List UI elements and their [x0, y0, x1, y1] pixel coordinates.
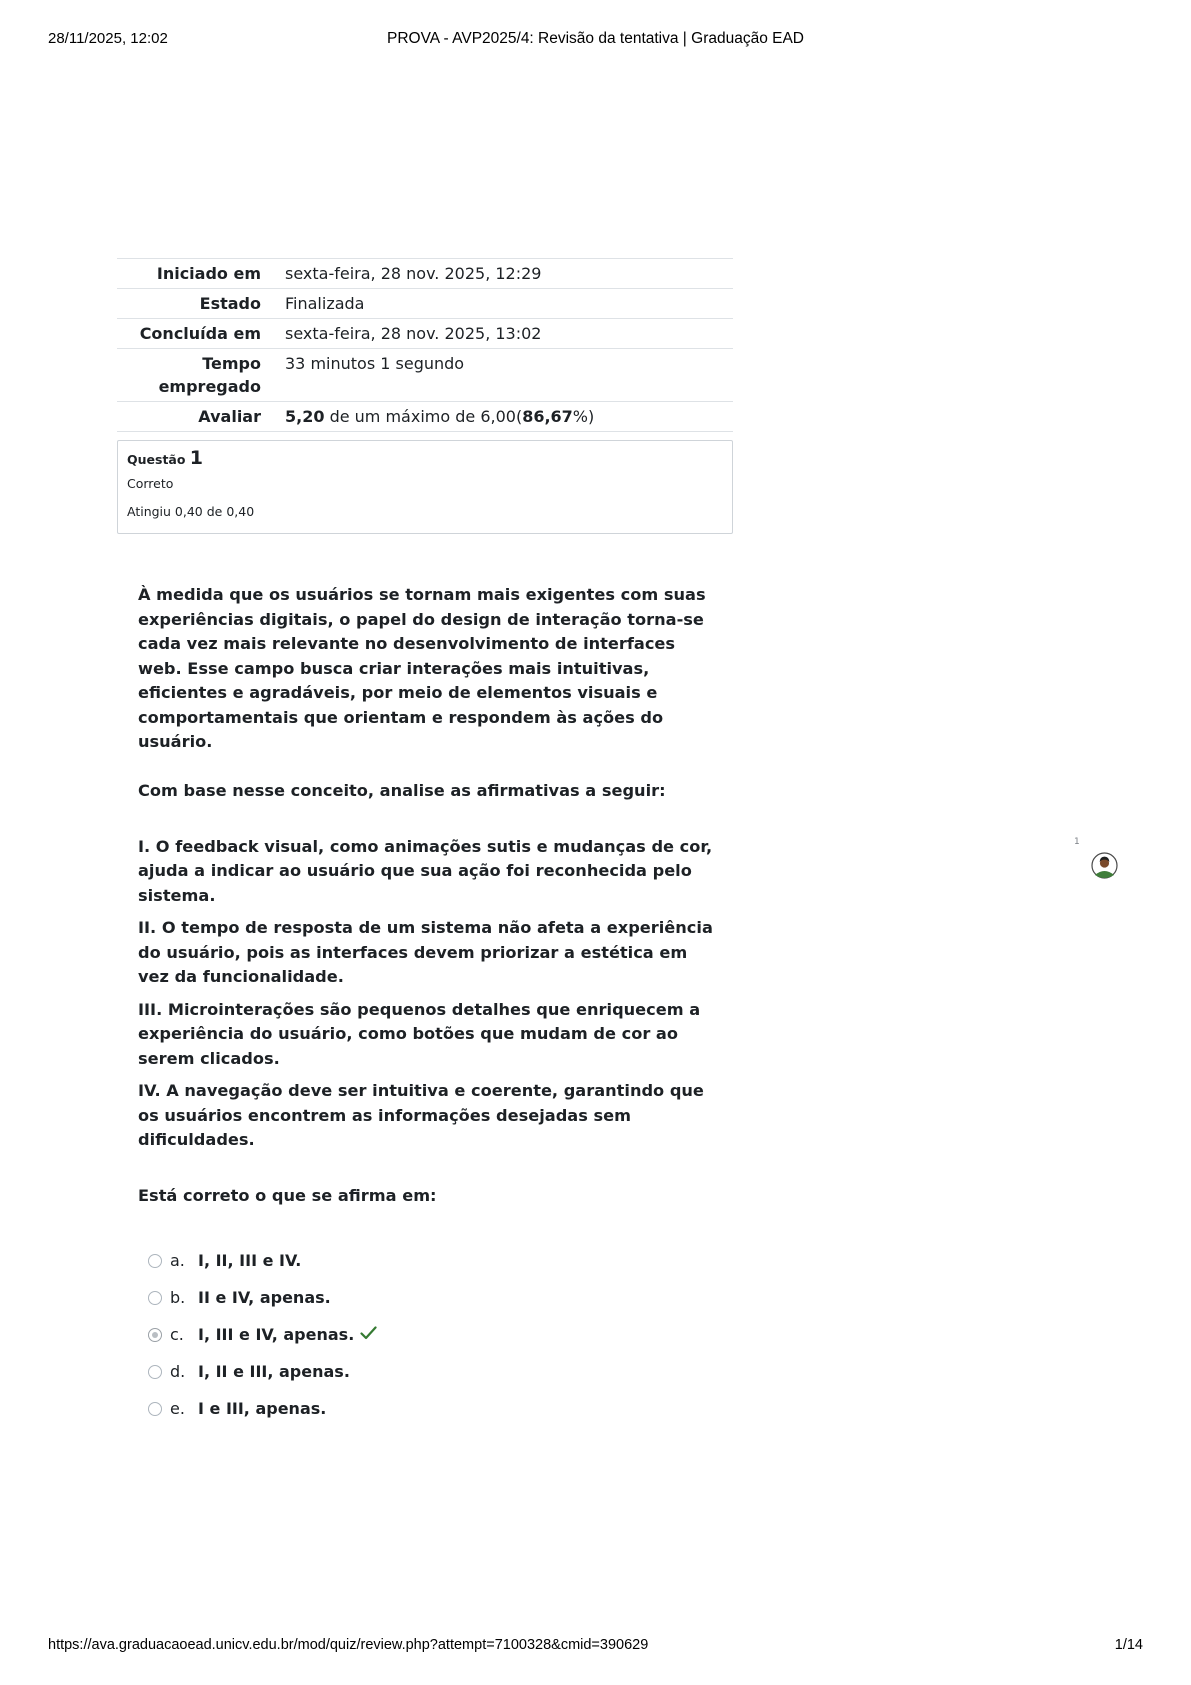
question-state: Correto — [127, 476, 174, 491]
answer-option-d[interactable] — [148, 1353, 377, 1390]
answer-option-e[interactable] — [148, 1390, 377, 1427]
statement-1: I. O feedback visual, como animações sutis e mudanças de cor, ajuda a indicar ao usuário que sua ação foi reconhecida pelo sistema. — [138, 836, 713, 905]
answer-text: I, III e IV, apenas. — [198, 1325, 355, 1344]
question-number — [127, 447, 723, 471]
grade-value — [277, 402, 733, 432]
answer-text: I, II, III e IV. — [198, 1251, 302, 1270]
radio-c-selected[interactable] — [148, 1328, 162, 1342]
check-icon — [360, 1325, 377, 1344]
answer-letter: d. — [170, 1362, 186, 1381]
user-avatar-icon[interactable] — [1091, 852, 1118, 879]
grade-score: 5,20 — [285, 407, 325, 426]
answer-letter: e. — [170, 1399, 185, 1418]
radio-a[interactable] — [148, 1254, 162, 1268]
completed-label: Concluída em — [139, 324, 261, 343]
question-grade: Atingiu 0,40 de 0,40 — [127, 504, 255, 519]
statement-4: IV. A navegação deve ser intuitiva e coerente, garantindo que os usuários encontrem as informações desejadas sem dificuldades. — [138, 1081, 704, 1149]
answer-text: I, II e III, apenas. — [198, 1362, 350, 1381]
summary-row-grade — [117, 402, 733, 432]
time-label-line1: Tempo — [202, 354, 261, 373]
print-header-title: PROVA - AVP2025/4: Revisão da tentativa | Graduação EAD — [386, 30, 805, 47]
radio-b[interactable] — [148, 1291, 162, 1305]
time-label — [117, 349, 277, 402]
grade-mid: de um máximo de 6,00( — [324, 407, 523, 426]
statement-3: III. Microinterações são pequenos detalhes que enriquecem a experiência do usuário, como botões que mudam de cor ao serem clicados. — [138, 999, 701, 1068]
answer-letter: a. — [170, 1251, 185, 1270]
answer-option-a[interactable] — [148, 1242, 377, 1279]
question-label: Questão — [127, 452, 190, 467]
question-prompt: Com base nesse conceito, analise as afirmativas a seguir: — [138, 781, 666, 800]
answer-list — [148, 1242, 377, 1427]
print-footer-page: 1/14 — [1114, 1637, 1143, 1653]
grade-percent: 86,67 — [522, 407, 573, 426]
radio-d[interactable] — [148, 1365, 162, 1379]
comment-count: 1 — [1074, 837, 1080, 847]
completed-value: sexta-feira, 28 nov. 2025, 13:02 — [285, 324, 542, 343]
state-label: Estado — [199, 294, 261, 313]
answer-text: II e IV, apenas. — [198, 1288, 331, 1307]
summary-row-started — [117, 259, 733, 289]
question-ask: Está correto o que se afirma em: — [138, 1185, 437, 1205]
attempt-summary-table — [117, 258, 733, 432]
print-footer-url: https://ava.graduacaoead.unicv.edu.br/mod/quiz/review.php?attempt=7100328&cmid=390629 — [48, 1637, 649, 1653]
state-value: Finalizada — [285, 294, 365, 313]
question-text — [138, 583, 718, 1208]
answer-option-b[interactable] — [148, 1279, 377, 1316]
question-number-value: 1 — [189, 447, 204, 469]
time-value: 33 minutos 1 segundo — [285, 354, 465, 373]
grade-label: Avaliar — [198, 407, 261, 426]
time-label-line2: empregado — [158, 377, 261, 396]
statement-2: II. O tempo de resposta de um sistema não afeta a experiência do usuário, pois as interfaces devem priorizar a estética em vez da funcionalidade. — [138, 918, 713, 986]
radio-e[interactable] — [148, 1402, 162, 1416]
answer-option-c[interactable] — [148, 1316, 377, 1353]
answer-text: I e III, apenas. — [198, 1399, 327, 1418]
started-label: Iniciado em — [156, 264, 261, 283]
grade-end: %) — [572, 407, 595, 426]
print-header-datetime: 28/11/2025, 12:02 — [48, 30, 168, 47]
summary-row-state — [117, 289, 733, 319]
answer-letter: b. — [170, 1288, 186, 1307]
summary-row-time — [117, 349, 733, 402]
question-intro: À medida que os usuários se tornam mais exigentes com suas experiências digitais, o papel do design de interação torna-se cada vez mais relevante no desenvolvimento de interfaces web. Esse campo busca criar interações mais intuitivas, eficientes e agradáveis, por meio de elementos visuais e comportamentais que orientam e respondem às ações do usuário. — [138, 585, 706, 751]
answer-letter: c. — [170, 1325, 184, 1344]
summary-row-completed — [117, 319, 733, 349]
question-info-box — [117, 440, 733, 534]
started-value: sexta-feira, 28 nov. 2025, 12:29 — [285, 264, 542, 283]
